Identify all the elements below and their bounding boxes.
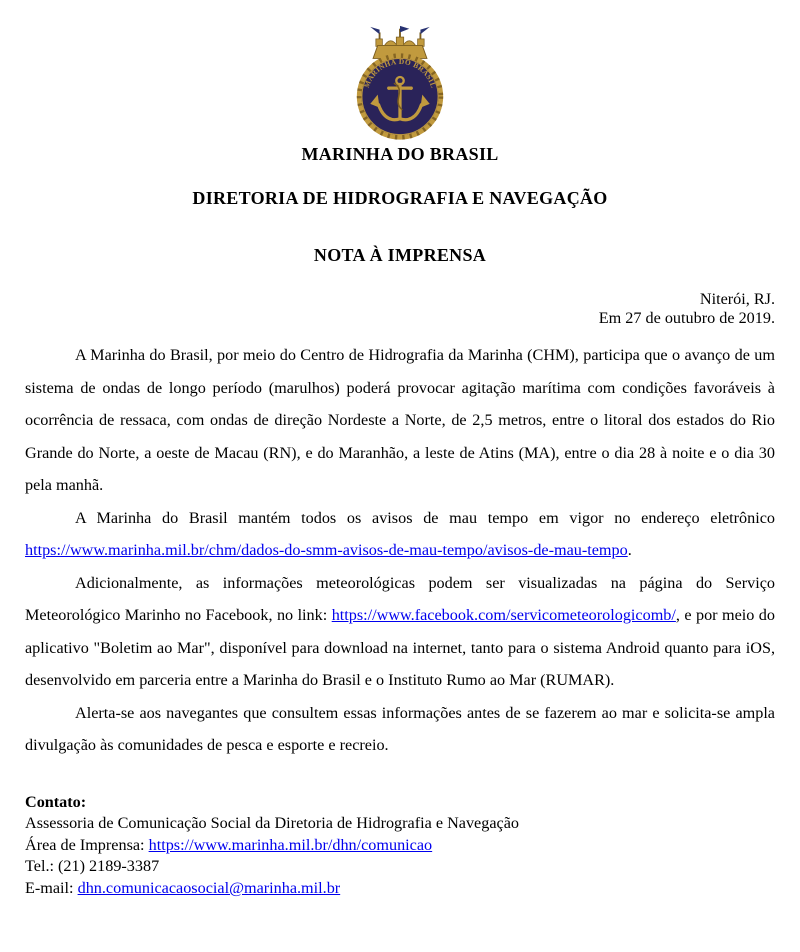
email-label: E-mail: <box>25 879 78 898</box>
press-area-label: Área de Imprensa: <box>25 835 149 854</box>
body-text <box>25 339 775 762</box>
mau-tempo-link[interactable]: https://www.marinha.mil.br/chm/dados-do-smm-avisos-de-mau-tempo/avisos-de-mau-tempo <box>25 541 628 560</box>
paragraph-4 <box>25 697 775 762</box>
crown-flag-center <box>400 26 409 32</box>
contact-press-line <box>25 835 775 857</box>
paragraph-1 <box>25 339 775 502</box>
paragraph-3-text: Adicionalmente, as informações meteorológicas podem ser visualizadas na página do Serviço Meteorológico Marinho no Facebook, no link: <box>25 573 775 625</box>
paragraph-1-text: A Marinha do Brasil, por meio do Centro de Hidrografia da Marinha (CHM), participa que o avanço de um sistema de ondas de longo período (marulhos) poderá provocar agitação marítima com condições favoráveis à ocorrência de ressaca, com ondas de direção Nordeste a Norte, de 2,5 metros, entre o litoral dos estados do Rio Grande do Norte, a oeste de Macau (RN), e do Maranhão, a leste de Atins (MA), entre o dia 28 à noite e o dia 30 pela manhã. <box>25 346 775 495</box>
press-release-page <box>0 25 800 952</box>
paragraph-2-suffix: . <box>627 541 632 560</box>
dateline-date: Em 27 de outubro de 2019. <box>598 308 775 327</box>
page-title: MARINHA DO BRASIL <box>301 144 499 165</box>
contact-block <box>25 792 775 900</box>
department-title: DIRETORIA DE HIDROGRAFIA E NAVEGAÇÃO <box>192 188 608 209</box>
facebook-link[interactable]: https://www.facebook.com/servicometeorologicomb/ <box>331 606 676 625</box>
paragraph-4-text: Alerta-se aos navegantes que consultem essas informações antes de se fazerem ao mar e solicita-se ampla divulgação às comunidades de pesca e esporte e recreio. <box>25 703 775 755</box>
crown-flag-right <box>420 27 429 34</box>
paragraph-2 <box>25 502 775 567</box>
paragraph-3-suffix: , e por meio do aplicativo "Boletim ao Mar", disponível para download na internet, tanto para o sistema Android quanto para iOS, desenvolvido em parceria entre a Marinha do Brasil e o Instituto Rumo ao Mar (RUMAR). <box>25 606 775 690</box>
crest-ring-text: MARINHA DO BRASIL <box>361 56 439 90</box>
email-link[interactable]: dhn.comunicacaosocial@marinha.mil.br <box>77 879 341 898</box>
contact-phone-line: Tel.: (21) 2189-3387 <box>25 857 160 876</box>
dateline-place: Niterói, RJ. <box>699 290 775 309</box>
contact-heading: Contato: <box>25 792 87 811</box>
marinha-do-brasil-crest-logo <box>348 25 452 140</box>
paragraph-2-text: A Marinha do Brasil mantém todos os avisos de mau tempo em vigor no endereço eletrônico <box>75 508 775 527</box>
contact-org-line: Assessoria de Comunicação Social da Diretoria de Hidrografia e Navegação <box>25 814 519 833</box>
paragraph-3 <box>25 567 775 697</box>
crown-flag-left <box>370 27 379 34</box>
dateline <box>25 290 775 327</box>
document-title: NOTA À IMPRENSA <box>313 245 487 266</box>
contact-email-line <box>25 878 775 900</box>
press-area-link[interactable]: https://www.marinha.mil.br/dhn/comunicao <box>148 835 433 854</box>
